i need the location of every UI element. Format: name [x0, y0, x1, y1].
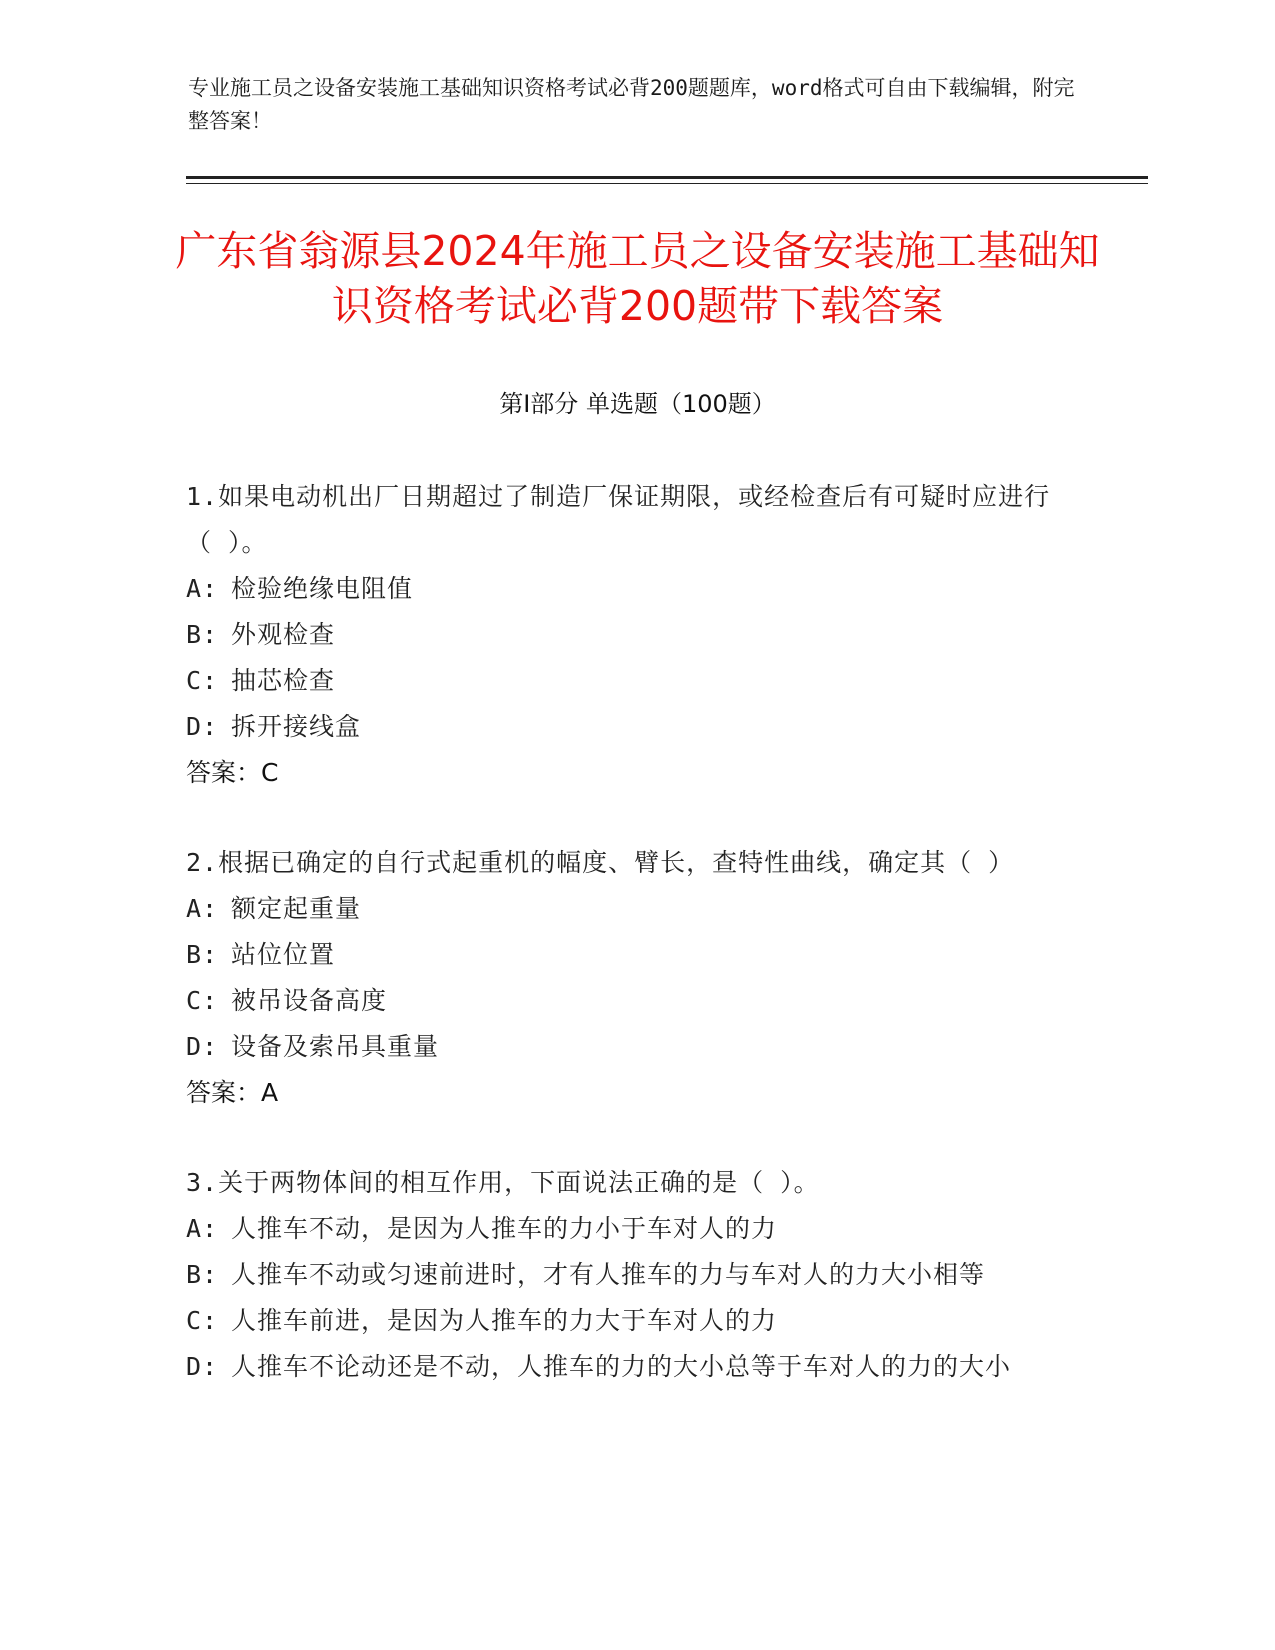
option-text: 人推车不动，是因为人推车的力小于车对人的力	[231, 1214, 778, 1243]
option-text: 拆开接线盒	[231, 712, 362, 741]
option-d	[186, 1024, 1066, 1070]
question-stem: 2.根据已确定的自行式起重机的幅度、臂长，查特性曲线，确定其（ ）	[186, 848, 1015, 877]
question-stem: 1.如果电动机出厂日期超过了制造厂保证期限，或经检查后有可疑时应进行（ ）。	[186, 482, 1051, 557]
option-text: 人推车不动或匀速前进时，才有人推车的力与车对人的力大小相等	[231, 1260, 986, 1289]
option-letter: C:	[186, 986, 219, 1015]
option-letter: B:	[186, 620, 219, 649]
option-b	[186, 612, 1066, 658]
answer-line: 答案：A	[186, 1078, 279, 1107]
question-stem: 3.关于两物体间的相互作用，下面说法正确的是（ ）。	[186, 1168, 820, 1197]
header-rule-thick	[186, 176, 1148, 179]
option-d	[186, 1344, 1066, 1390]
option-text: 设备及索吊具重量	[231, 1032, 440, 1061]
option-letter: D:	[186, 712, 219, 741]
option-a	[186, 566, 1066, 612]
option-text: 外观检查	[231, 620, 336, 649]
option-letter: C:	[186, 666, 219, 695]
answer-line: 答案：C	[186, 758, 279, 787]
question-1	[186, 474, 1066, 796]
section-heading: 第Ⅰ部分 单选题（100题）	[499, 390, 776, 418]
question-list	[186, 474, 1066, 1434]
question-3	[186, 1160, 1066, 1390]
option-b	[186, 932, 1066, 978]
option-text: 人推车不论动还是不动，人推车的力的大小总等于车对人的力的大小	[231, 1352, 1012, 1381]
header-rule-thin	[186, 183, 1148, 184]
option-letter: C:	[186, 1306, 219, 1335]
option-letter: B:	[186, 1260, 219, 1289]
option-text: 抽芯检查	[231, 666, 336, 695]
option-text: 站位位置	[231, 940, 336, 969]
option-a	[186, 886, 1066, 932]
option-letter: B:	[186, 940, 219, 969]
option-c	[186, 978, 1066, 1024]
option-text: 被吊设备高度	[231, 986, 388, 1015]
option-letter: D:	[186, 1352, 219, 1381]
option-letter: D:	[186, 1032, 219, 1061]
header-note: 专业施工员之设备安装施工基础知识资格考试必背200题题库，word格式可自由下载编辑，附完整答案！	[188, 76, 1075, 133]
option-a	[186, 1206, 1066, 1252]
question-2	[186, 840, 1066, 1116]
option-text: 额定起重量	[231, 894, 362, 923]
document-title: 广东省翁源县2024年施工员之设备安装施工基础知识资格考试必背200题带下载答案	[175, 227, 1100, 330]
option-c	[186, 658, 1066, 704]
option-b	[186, 1252, 1066, 1298]
option-letter: A:	[186, 894, 219, 923]
option-letter: A:	[186, 1214, 219, 1243]
option-c	[186, 1298, 1066, 1344]
option-text: 人推车前进，是因为人推车的力大于车对人的力	[231, 1306, 778, 1335]
option-letter: A:	[186, 574, 219, 603]
option-d	[186, 704, 1066, 750]
option-text: 检验绝缘电阻值	[231, 574, 414, 603]
